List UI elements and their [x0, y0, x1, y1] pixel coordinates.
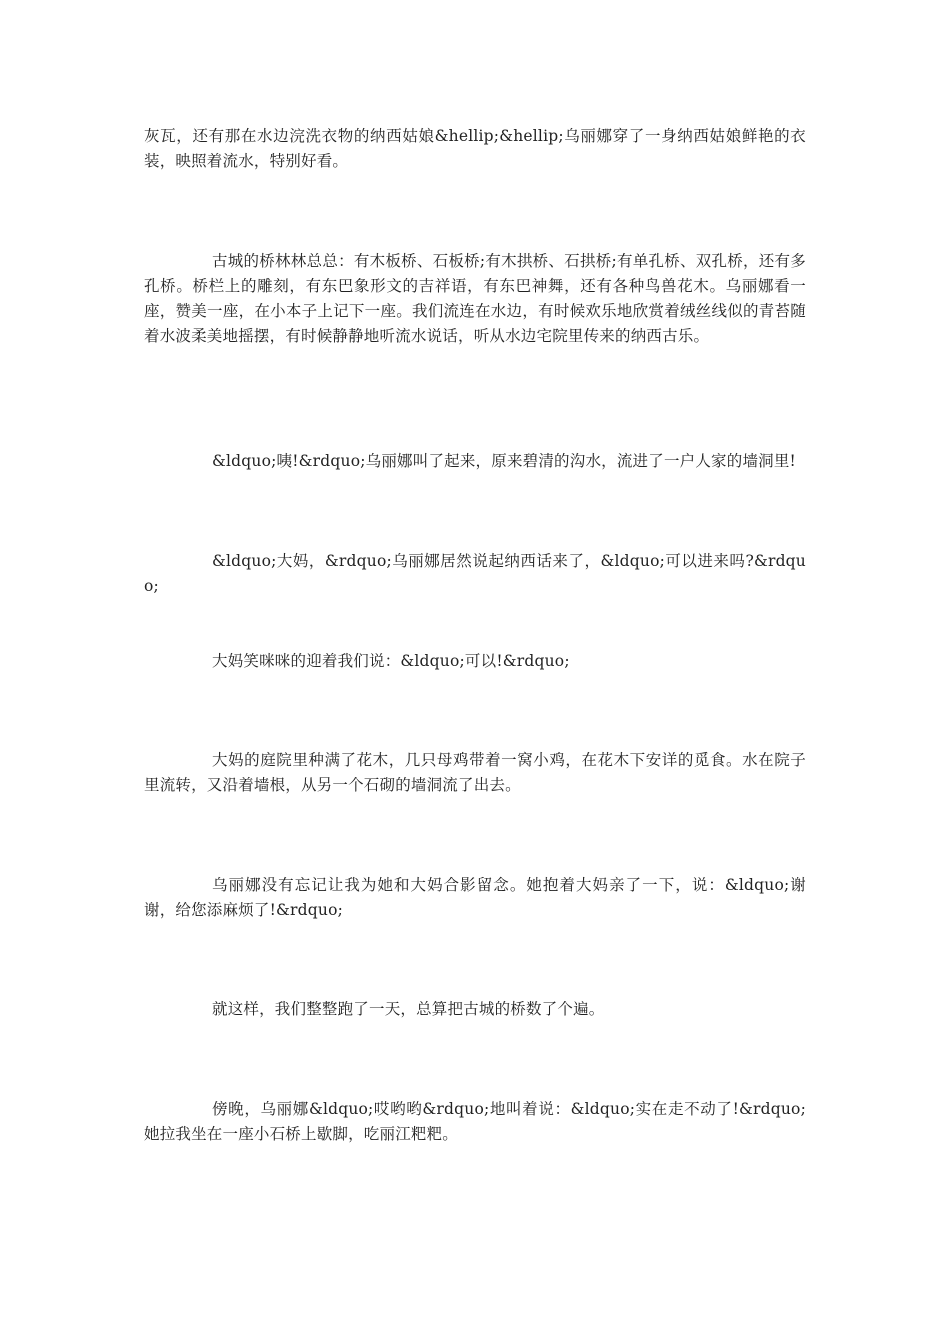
paragraph-6: 大妈的庭院里种满了花木，几只母鸡带着一窝小鸡，在花木下安详的觅食。水在院子里流转，又沿着墙根，从另一个石砌的墙洞流了出去。	[144, 751, 806, 794]
paragraph-3: &ldquo;咦!&rdquo;乌丽娜叫了起来，原来碧清的沟水，流进了一户人家的墙洞里!	[212, 452, 796, 470]
paragraph-4: &ldquo;大妈，&rdquo;乌丽娜居然说起纳西话来了，&ldquo;可以进来吗?&rdquo;	[144, 552, 806, 595]
paragraph-9: 傍晚，乌丽娜&ldquo;哎哟哟&rdquo;地叫着说：&ldquo;实在走不动了!&rdquo;她拉我坐在一座小石桥上歇脚，吃丽江粑粑。	[144, 1100, 806, 1143]
paragraph-7: 乌丽娜没有忘记让我为她和大妈合影留念。她抱着大妈亲了一下，说：&ldquo;谢谢，给您添麻烦了!&rdquo;	[144, 876, 806, 919]
paragraph-5: 大妈笑咪咪的迎着我们说：&ldquo;可以!&rdquo;	[212, 652, 570, 670]
paragraph-2: 古城的桥林林总总：有木板桥、石板桥;有木拱桥、石拱桥;有单孔桥、双孔桥，还有多孔桥。桥栏上的雕刻，有东巴象形文的吉祥语，有东巴神舞，还有各种鸟兽花木。乌丽娜看一座，赞美一座，在小本子上记下一座。我们流连在水边，有时候欢乐地欣赏着绒丝线似的青苔随着水波柔美地摇摆，有时候静静地听流水说话，听从水边宅院里传来的纳西古乐。	[144, 252, 806, 345]
paragraph-1: 灰瓦，还有那在水边浣洗衣物的纳西姑娘&hellip;&hellip;乌丽娜穿了一身纳西姑娘鲜艳的衣装，映照着流水，特别好看。	[144, 127, 806, 170]
paragraph-8: 就这样，我们整整跑了一天，总算把古城的桥数了个遍。	[212, 1000, 605, 1018]
